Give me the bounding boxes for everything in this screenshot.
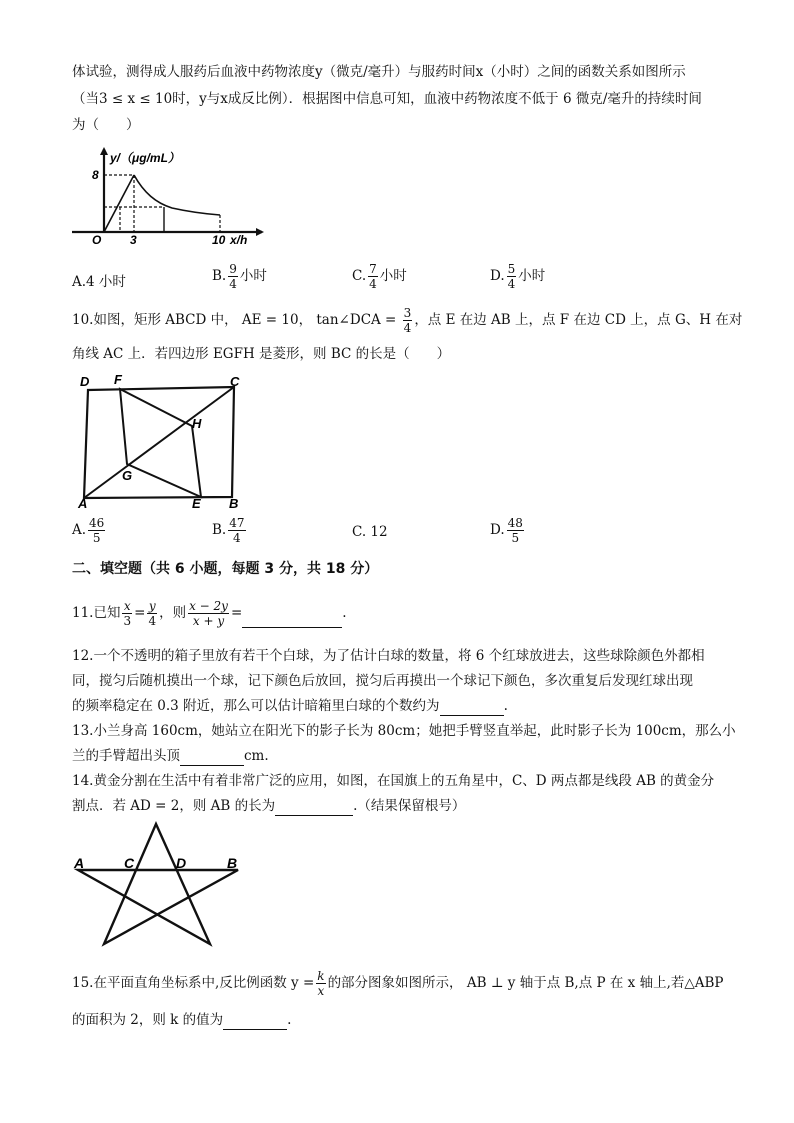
numerator: 47 [229,516,245,530]
label-a: A [78,496,88,511]
x-axis-label: x/h [230,233,248,247]
rhombus-egfh [120,389,201,497]
tick-x10: 10 [212,233,226,247]
label-d: D [80,374,90,389]
denominator: 4 [229,277,237,291]
label-a: A [74,855,85,871]
q15-text-a: 15.在平面直角坐标系中,反比例函数 y = [72,975,315,991]
option-prefix: D. [490,268,505,284]
numerator: 9 [229,262,237,276]
q13-line-1: 13.小兰身高 160cm，她站立在阳光下的影子长为 80cm；她把手臂竖直举起，此时影子长为 100cm，那么小 [72,723,736,739]
fraction [368,262,378,291]
y-axis-arrow [100,147,108,155]
denominator: 5 [92,531,101,545]
option-prefix: A. [72,522,87,538]
fraction-y-4 [147,599,157,628]
q9-line-3: 为（ ） [72,117,140,133]
option-prefix: B. [212,268,227,284]
q11-line [72,598,347,628]
q15-text-b: 的部分图象如图所示， AB ⊥ y 轴于点 B,点 P 在 x 轴上,若△ABP [327,975,724,991]
numerator: 3 [403,306,412,320]
numerator: 5 [507,262,516,276]
tick-x3: 3 [130,233,137,247]
q9-option-c [352,262,407,291]
numerator: 48 [507,516,523,530]
fraction [88,516,105,545]
q15-text: 的面积为 2，则 k 的值为 [72,1012,224,1028]
q14-note: .（结果保留根号） [353,798,466,814]
q10-option-a [72,516,107,545]
label-b: B [227,855,238,871]
diagonal-ac [84,387,234,498]
label-d: D [176,855,187,871]
q13-line-2 [72,746,269,766]
fraction-k-x [316,969,325,998]
numerator: 7 [369,262,377,276]
q10-text-b: ，点 E 在边 AB 上，点 F 在边 CD 上，点 G、H 在对 [414,312,743,328]
denominator: 5 [511,531,520,545]
denominator: 4 [507,277,516,291]
q10-option-d [490,516,526,545]
q10-option-c: C. 12 [352,524,388,540]
q12-text: 的频率稳定在 0.3 附近，那么可以估计暗箱里白球的个数约为 [72,698,440,714]
q9-line-1: 体试验，测得成人服药后血液中药物浓度y（微克/毫升）与服药时间x（小时）之间的函数关系如图所示 [72,64,686,80]
label-f: F [114,372,122,387]
tick-y8: 8 [92,168,99,182]
label-b: B [229,496,239,511]
q14-star-figure [70,818,250,956]
fraction-expression [188,599,229,628]
fraction-x-3 [122,599,132,628]
q10-line-2: 角线 AC 上．若四边形 EGFH 是菱形，则 BC 的长是（ ） [72,346,451,362]
label-h: H [192,416,202,431]
denominator: 4 [369,277,377,291]
q9-option-d [490,262,545,291]
numerator: 46 [89,516,105,530]
q10-option-b [212,516,248,545]
numerator: y [148,599,156,613]
q14-text: 割点．若 AD = 2，则 AB 的长为 [72,798,276,814]
denominator: 4 [148,614,157,628]
equals-sign: = [230,605,243,621]
q14-line-2 [72,796,465,816]
denominator: x + y [192,614,225,628]
label-c: C [124,855,135,871]
denominator: 4 [403,321,412,335]
q10-rectangle-figure [74,372,254,512]
fraction [507,262,517,291]
numerator: k [317,969,325,983]
period: . [287,1012,292,1028]
option-suffix: 小时 [379,268,407,284]
inverse-curve-main [134,175,220,215]
option-suffix: 小时 [239,268,267,284]
answer-blank[interactable] [440,701,504,716]
equals-sign: = [134,605,146,621]
q9-option-b [212,262,267,291]
q9-option-a: A.4 小时 [72,274,126,290]
option-prefix: D. [490,522,505,538]
answer-blank[interactable] [275,801,353,816]
fraction [507,516,524,545]
denominator: 3 [123,614,132,628]
denominator: 4 [233,531,241,545]
label-c: C [230,374,240,389]
q13-text: 兰的手臂超出头顶 [72,748,180,764]
q12-line-2: 同，搅匀后随机摸出一个球，记下颜色后放回，搅匀后再摸出一个球记下颜色，多次重复后发现红球出现 [72,673,693,689]
q10-line-1 [72,306,742,335]
q10-text-a: 10.如图，矩形 ABCD 中， AE = 10， tan∠DCA = [72,312,401,328]
fraction [228,516,245,545]
q12-line-3 [72,696,508,716]
origin-label: O [92,233,102,247]
numerator: x − 2y [189,599,228,613]
q9-line-2: （当3 ≤ x ≤ 10时，y与x成反比例）．根据图中信息可知，血液中药物浓度不低于 6 微克/毫升的持续时间 [72,91,702,107]
q12-line-1: 12.一个不透明的箱子里放有若干个白球，为了估计白球的数量，将 6 个红球放进去，这些球除颜色外都相 [72,648,705,664]
section-heading: 二、填空题（共 6 小题，每题 3 分，共 18 分） [72,561,379,577]
option-prefix: C. [352,268,367,284]
option-suffix: 小时 [518,268,546,284]
q14-line-1: 14.黄金分割在生活中有着非常广泛的应用，如图，在国旗上的五角星中，C、D 两点都是线段 AB 的黄金分 [72,773,715,789]
y-axis-label: y/（μg/mL） [110,151,180,165]
answer-blank[interactable] [223,1015,287,1030]
answer-blank[interactable] [242,613,342,628]
fraction [403,306,413,335]
denominator: x [317,984,325,998]
period: . [503,698,508,714]
q11-prefix: 11.已知 [72,605,121,621]
increasing-segment [104,175,134,232]
five-pointed-star [78,824,238,944]
label-e: E [192,496,201,511]
period: . [342,605,347,621]
label-g: G [122,468,133,483]
answer-blank[interactable] [180,751,244,766]
numerator: x [123,599,131,613]
option-prefix: B. [212,522,227,538]
q9-concentration-graph [72,145,272,250]
q15-line-2 [72,1010,291,1030]
q11-mid: ，则 [159,605,187,621]
unit: cm. [244,748,269,764]
x-axis-arrow [256,228,264,236]
fraction [228,262,238,291]
q15-line-1 [72,968,724,998]
